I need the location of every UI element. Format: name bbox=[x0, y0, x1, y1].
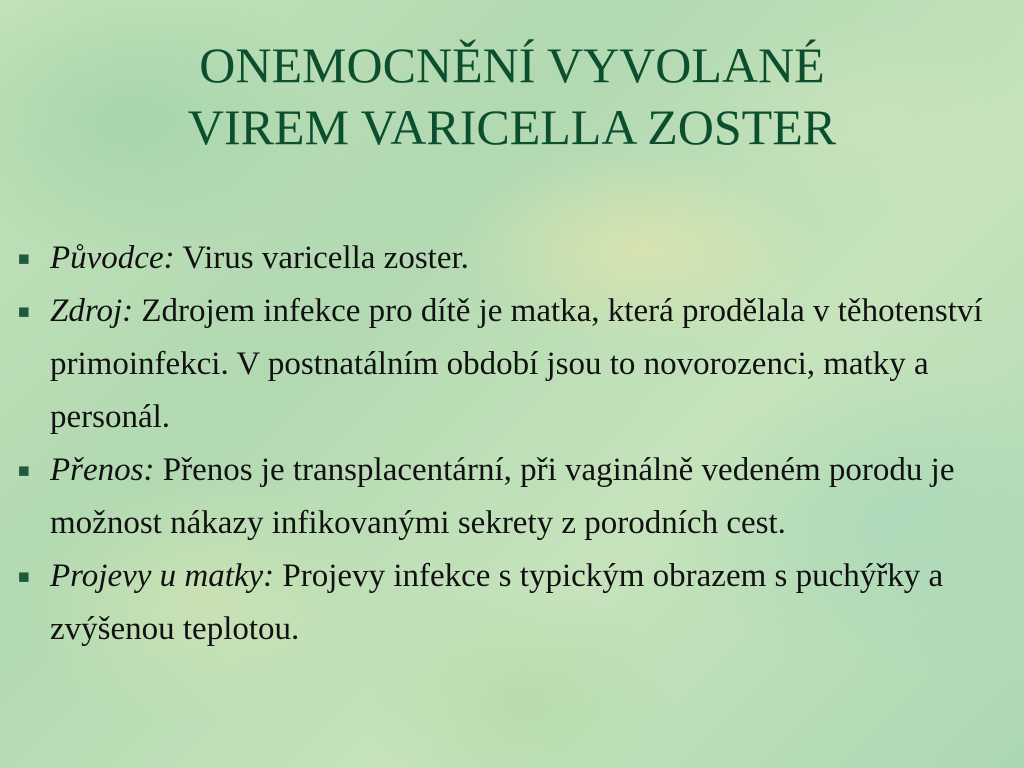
slide-title bbox=[0, 34, 1024, 158]
slide-title-line-2: VIREM VARICELLA ZOSTER bbox=[187, 99, 837, 155]
bullet-text: Zdrojem infekce pro dítě je matka, která prodělala v těhotenství primoinfekci. V postnatálním období jsou to novorozenci, matky a personál. bbox=[50, 293, 983, 435]
square-bullet-icon: ▪ bbox=[17, 565, 31, 587]
square-bullet-icon: ▪ bbox=[17, 300, 31, 322]
bullet-lead: Zdroj: bbox=[50, 293, 134, 329]
bullet-prenos bbox=[14, 444, 1014, 550]
bullet-text: Projevy infekce s typickým obrazem s puchýřky a zvýšenou teplotou. bbox=[50, 558, 944, 647]
bullet-projevy-u-matky bbox=[14, 550, 1014, 656]
square-bullet-icon: ▪ bbox=[17, 247, 31, 269]
bullet-list bbox=[14, 232, 1014, 656]
bullet-zdroj bbox=[14, 285, 1014, 444]
bullet-lead: Původce: bbox=[50, 240, 175, 276]
square-bullet-icon: ▪ bbox=[17, 459, 31, 481]
bullet-lead: Projevy u matky: bbox=[50, 558, 275, 594]
bullet-lead: Přenos: bbox=[50, 452, 155, 488]
slide-title-line-1: ONEMOCNĚNÍ VYVOLANÉ bbox=[199, 37, 825, 93]
bullet-text: Přenos je transplacentární, při vaginálně vedeném porodu je možnost nákazy infikovanými sekrety z porodních cest. bbox=[50, 452, 955, 541]
bullet-text: Virus varicella zoster. bbox=[174, 240, 469, 276]
bullet-puvodce bbox=[14, 232, 1014, 285]
